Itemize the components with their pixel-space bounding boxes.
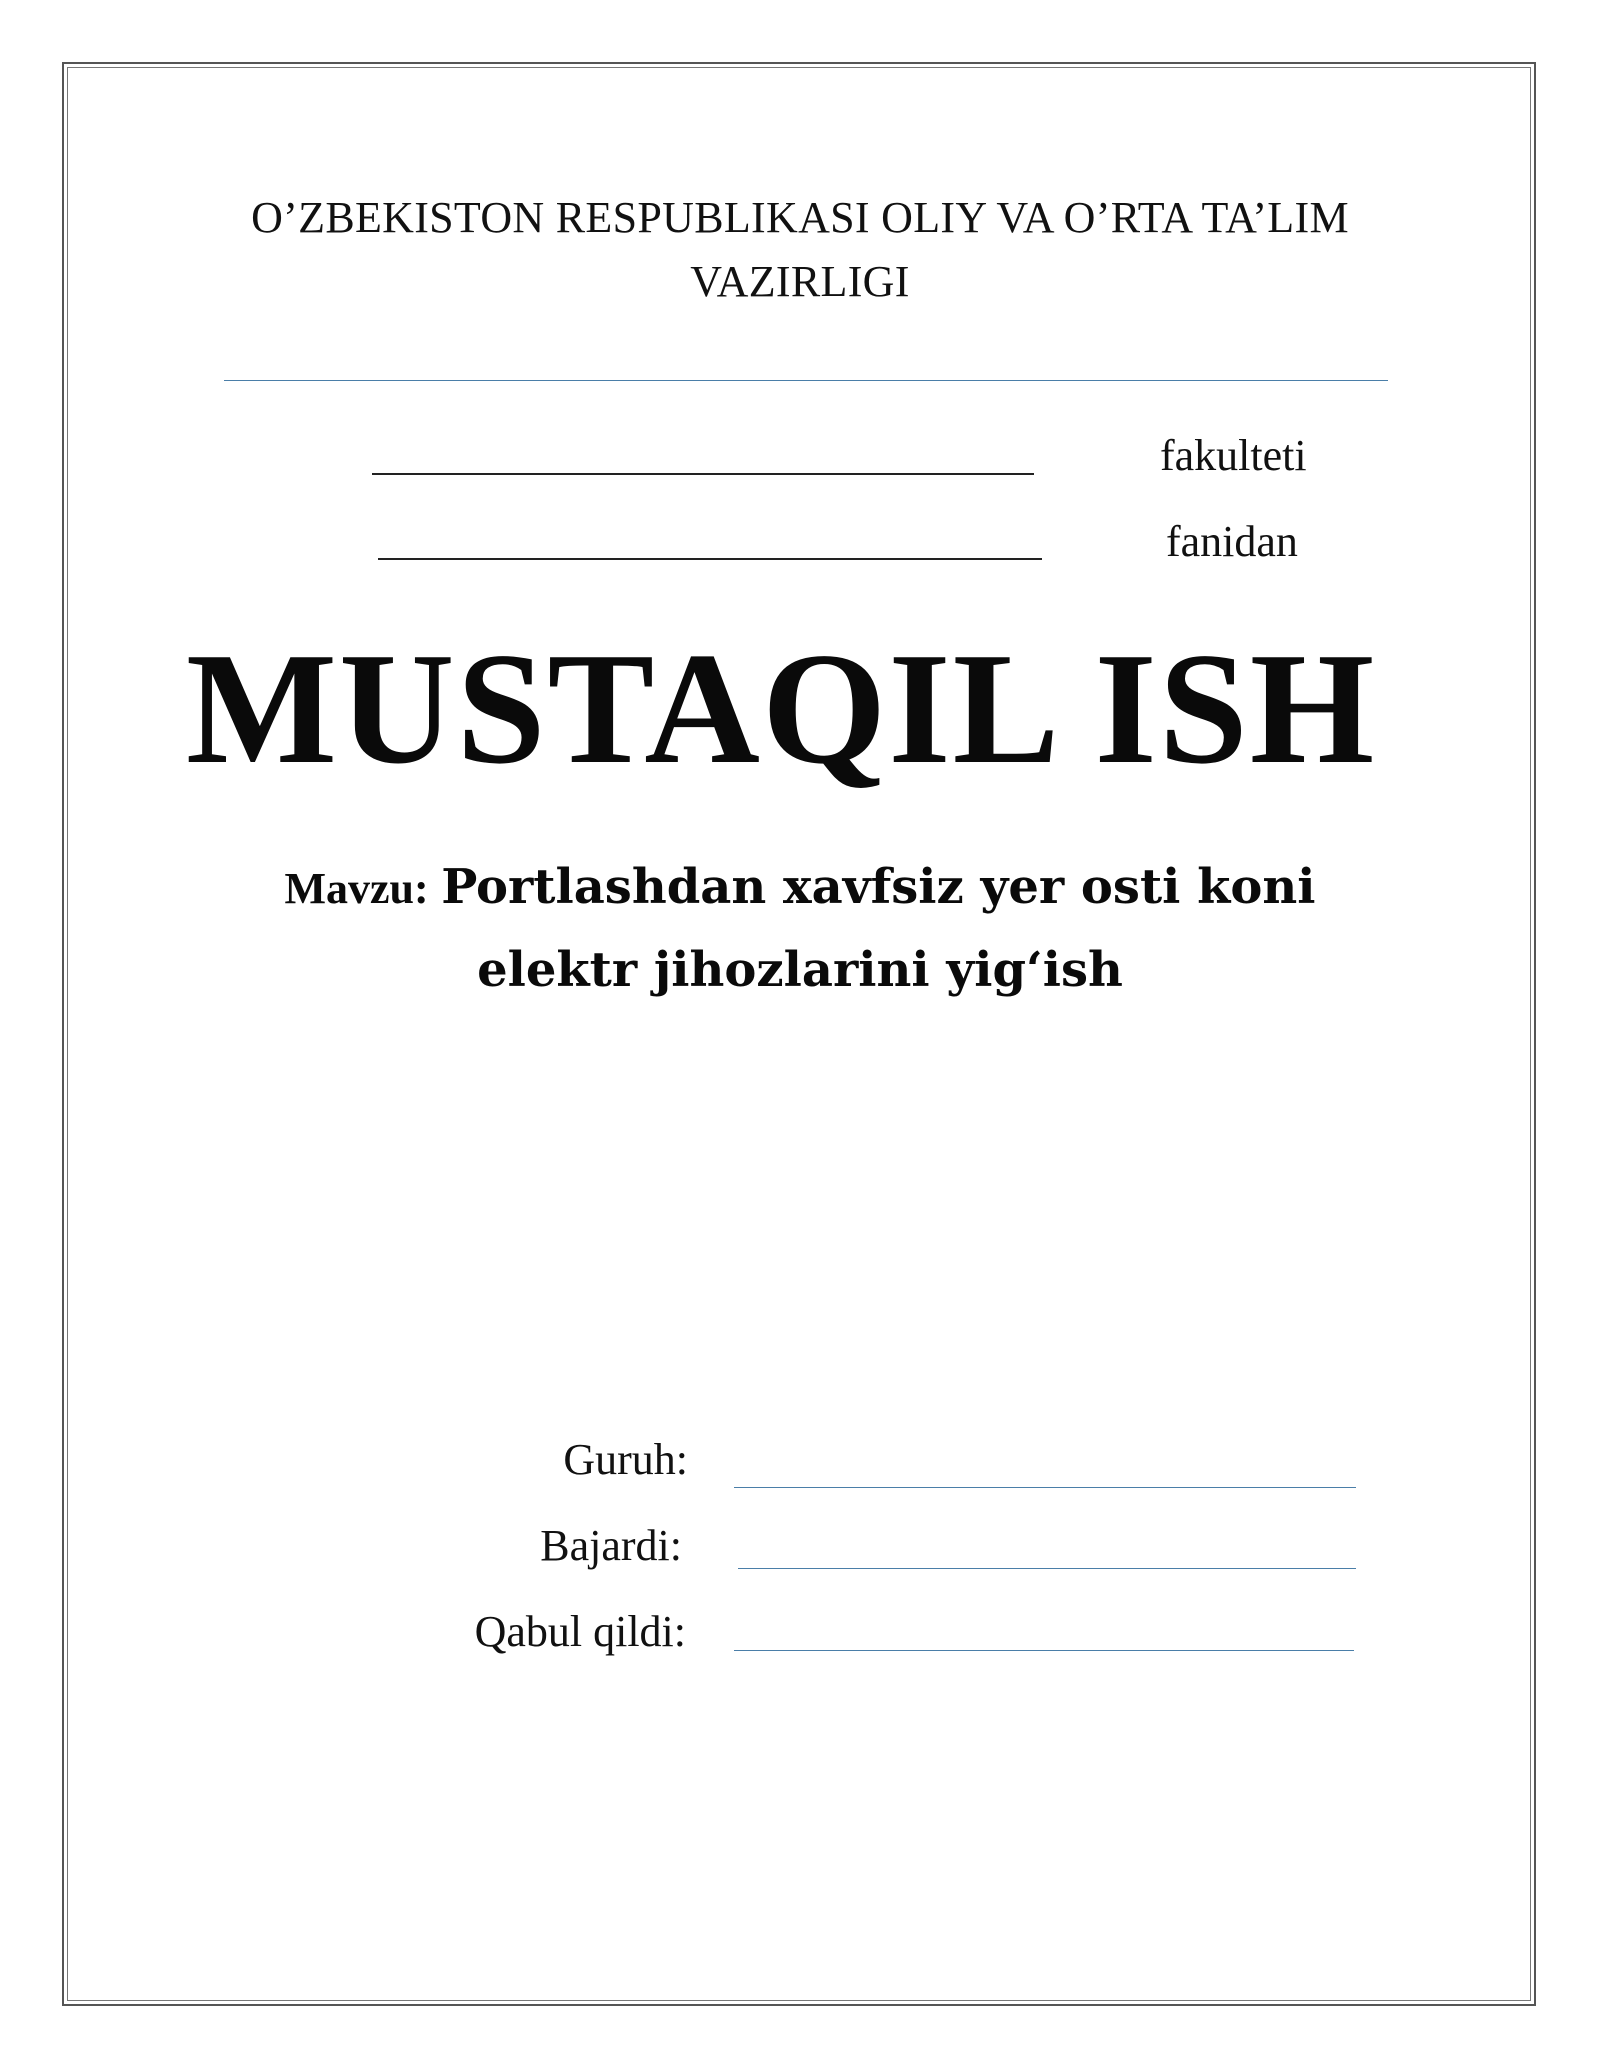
subject-blank-line <box>378 558 1042 560</box>
topic-line1-row <box>160 846 1440 929</box>
topic-title-line1: Portlashdan xavfsiz yer osti koni <box>441 859 1316 915</box>
faculty-label: fakulteti <box>1160 431 1307 480</box>
group-blank-line <box>734 1487 1356 1488</box>
document-title: MUSTAQIL ISH <box>186 619 1377 797</box>
subject-label: fanidan <box>1166 517 1298 566</box>
institution-blank-line <box>224 380 1388 381</box>
faculty-blank-line <box>372 473 1034 475</box>
performed-by-blank-line <box>738 1568 1356 1569</box>
performed-by-label: Bajardi: <box>540 1521 682 1570</box>
ministry-heading-line1: O’ZBEKISTON RESPUBLIKASI OLIY VA O’RTA TA’LIM <box>251 193 1349 242</box>
ministry-heading <box>160 186 1440 314</box>
accepted-by-blank-line <box>734 1650 1354 1651</box>
page-border-inner <box>67 67 1531 2001</box>
topic-label: Mavzu: <box>284 864 429 913</box>
accepted-by-label: Qabul qildi: <box>474 1607 686 1656</box>
topic-title-line2: elektr jihozlarini yig‘ish <box>477 942 1123 998</box>
group-label: Guruh: <box>563 1435 688 1484</box>
ministry-heading-line2: VAZIRLIGI <box>690 257 910 306</box>
topic-block <box>160 846 1440 1011</box>
